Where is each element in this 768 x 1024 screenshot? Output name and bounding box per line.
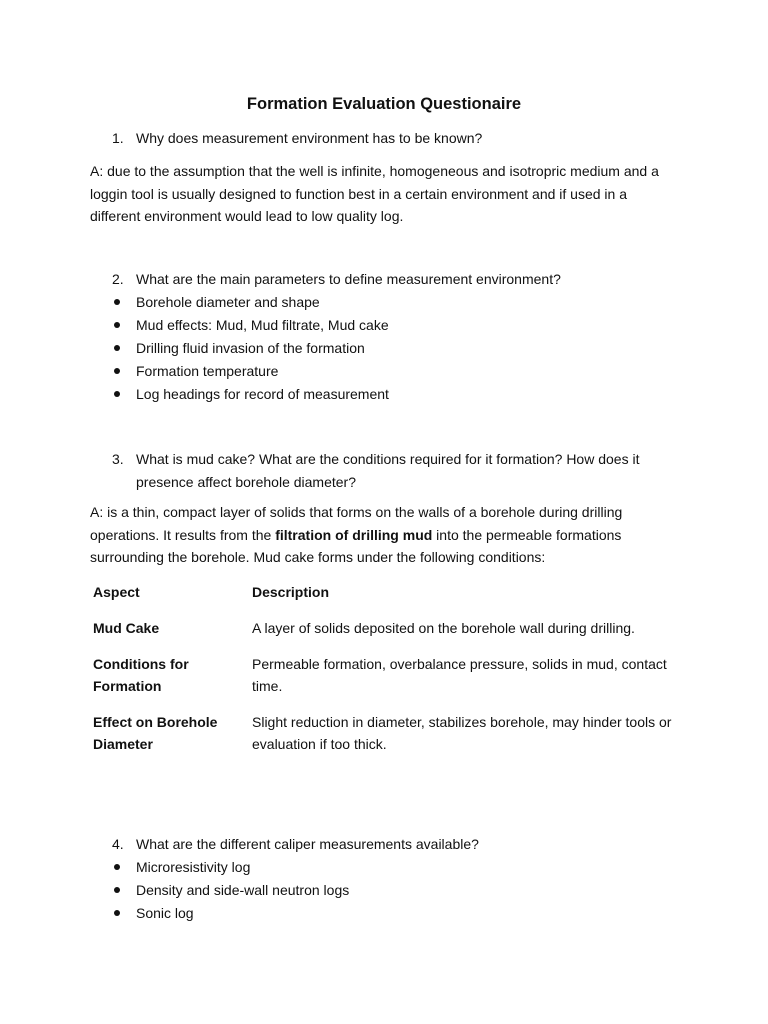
list-item: Density and side-wall neutron logs: [112, 879, 349, 902]
table-header: Aspect: [93, 584, 140, 600]
table-cell: Mud Cake: [93, 620, 160, 636]
list-item: Borehole diameter and shape: [112, 291, 389, 314]
list-item: Mud effects: Mud, Mud filtrate, Mud cake: [112, 314, 389, 337]
table-cell: Permeable formation, overbalance pressure, solids in mud, contact time.: [252, 656, 667, 694]
list-item: Drilling fluid invasion of the formation: [112, 337, 389, 360]
question-text: What is mud cake? What are the conditions required for it formation? How does it presence affect borehole diameter?: [136, 451, 640, 490]
list-item: Sonic log: [112, 902, 349, 925]
table-cell: Effect on Borehole Diameter: [93, 714, 218, 752]
table-cell: Slight reduction in diameter, stabilizes borehole, may hinder tools or evaluation if too thick.: [252, 714, 672, 752]
page-title: Formation Evaluation Questionaire: [246, 95, 522, 113]
bullet-icon: [114, 345, 120, 351]
list-item: Microresistivity log: [112, 856, 349, 879]
question-number: 1.: [112, 130, 124, 146]
bullet-icon: [114, 864, 120, 870]
table-header: Description: [252, 584, 330, 600]
table-cell: A layer of solids deposited on the borehole wall during drilling.: [252, 620, 635, 636]
question-number: 3.: [112, 451, 124, 467]
bullet-list-2: [112, 291, 389, 406]
question-number: 2.: [112, 271, 124, 287]
bullet-icon: [114, 368, 120, 374]
table-cell: Conditions for Formation: [93, 656, 189, 694]
question-text: Why does measurement environment has to be known?: [136, 130, 483, 146]
bullet-icon: [114, 299, 120, 305]
list-item: Log headings for record of measurement: [112, 383, 389, 406]
question-text: What are the main parameters to define measurement environment?: [136, 271, 561, 287]
question-number: 4.: [112, 836, 124, 852]
answer-3: A: is a thin, compact layer of solids that forms on the walls of a borehole during drilling operations. It results from the filtration of drilling mud into the permeable formations surrounding the borehole. Mud cake forms under the following conditions:: [90, 504, 623, 565]
bold-phrase: filtration of drilling mud: [275, 526, 433, 543]
bullet-icon: [114, 910, 120, 916]
answer-1: A: due to the assumption that the well is infinite, homogeneous and isotropric medium and a loggin tool is usually designed to function best in a certain environment and if used in a different environment would lead to low quality log.: [90, 163, 659, 224]
bullet-icon: [114, 391, 120, 397]
bullet-icon: [114, 887, 120, 893]
question-text: What are the different caliper measurements available?: [136, 836, 479, 852]
bullet-list-4: [112, 856, 349, 925]
bullet-icon: [114, 322, 120, 328]
list-item: Formation temperature: [112, 360, 389, 383]
